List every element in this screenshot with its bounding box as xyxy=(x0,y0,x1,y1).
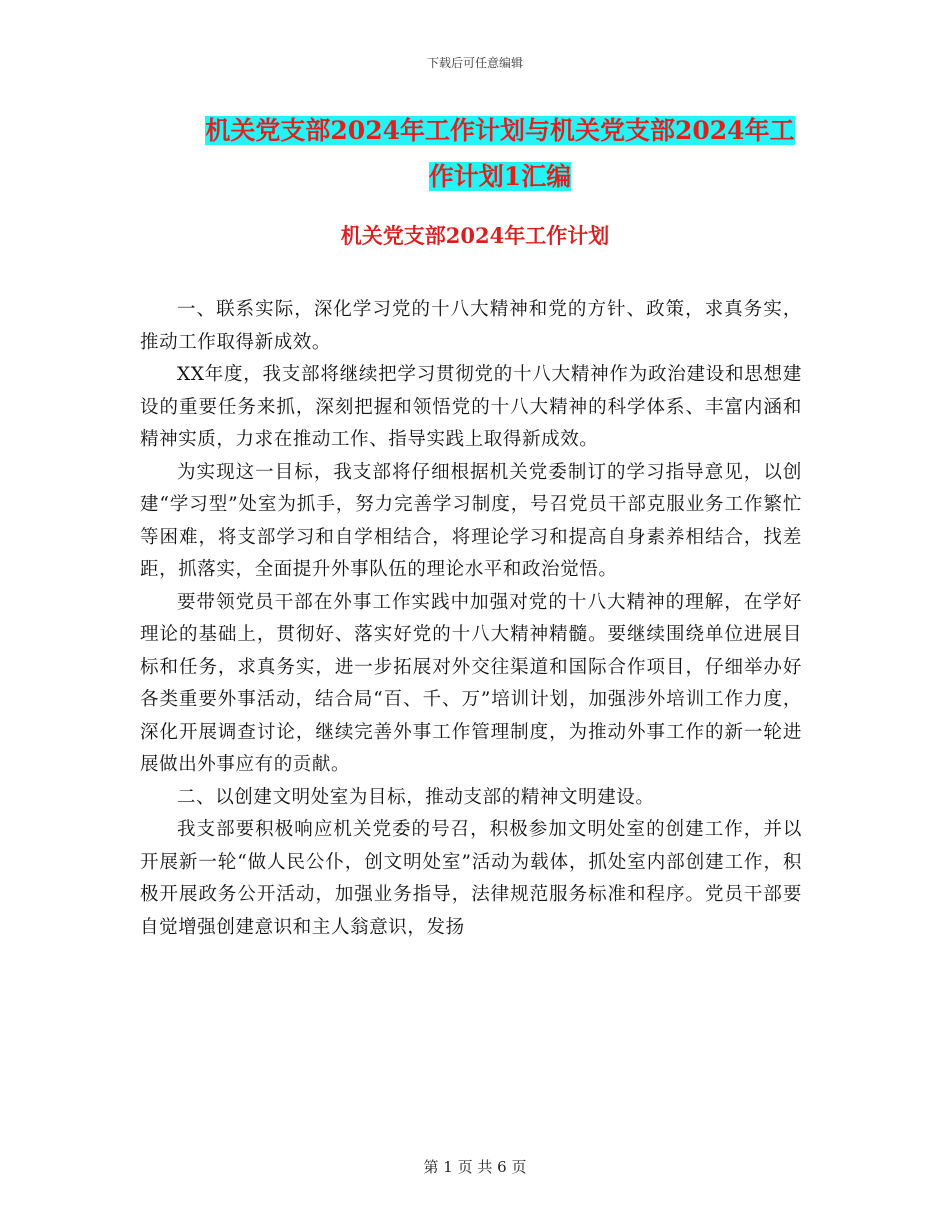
page-number-footer: 第 1 页 共 6 页 xyxy=(423,1158,527,1176)
paragraph: 要带领党员干部在外事工作实践中加强对党的十八大精神的理解，在学好理论的基础上，贯彻好、落实好党的十八大精神精髓。要继续围绕单位进展目标和任务，求真务实，进一步拓展对外交往渠道和国际合作项目，仔细举办好各类重要外事活动，结合局“百、千、万”培训计划，加强涉外培训工作力度，深化开展调查讨论，继续完善外事工作管理制度，为推动外事工作的新一轮进展做出外事应有的贡献。 xyxy=(140,591,802,775)
paragraph: XX年度，我支部将继续把学习贯彻党的十八大精神作为政治建设和思想建设的重要任务来抓，深刻把握和领悟党的十八大精神的科学体系、丰富内涵和精神实质，力求在推动工作、指导实践上取得新成效。 xyxy=(140,364,802,450)
header-note: 下载后可任意编辑 xyxy=(426,56,523,70)
paragraph: 我支部要积极响应机关党委的号召，积极参加文明处室的创建工作，并以开展新一轮“做人民公仆，创文明处室”活动为载体，抓处室内部创建工作，积极开展政务公开活动，加强业务指导，法律规范服务标准和程序。党员干部要自觉增强创建意识和主人翁意识，发扬 xyxy=(140,819,802,938)
paragraph: 为实现这一目标，我支部将仔细根据机关党委制订的学习指导意见，以创建“学习型”处室为抓手，努力完善学习制度，号召党员干部克服业务工作繁忙等困难，将支部学习和自学相结合，将理论学习和提高自身素养相结合，找差距，抓落实，全面提升外事队伍的理论水平和政治觉悟。 xyxy=(140,461,802,580)
document-title-line-2: 作计划1汇编 xyxy=(428,162,572,191)
document-title-line-1: 机关党支部2024年工作计划与机关党支部2024年工 xyxy=(205,116,795,145)
section-title: 机关党支部2024年工作计划 xyxy=(340,223,610,248)
document-title xyxy=(180,108,820,200)
paragraph: 二、以创建文明处室为目标，推动支部的精神文明建设。 xyxy=(177,786,655,808)
paragraph: 一、联系实际，深化学习党的十八大精神和党的方针、政策，求真务实，推动工作取得新成效。 xyxy=(140,299,802,353)
document-body xyxy=(140,294,802,944)
